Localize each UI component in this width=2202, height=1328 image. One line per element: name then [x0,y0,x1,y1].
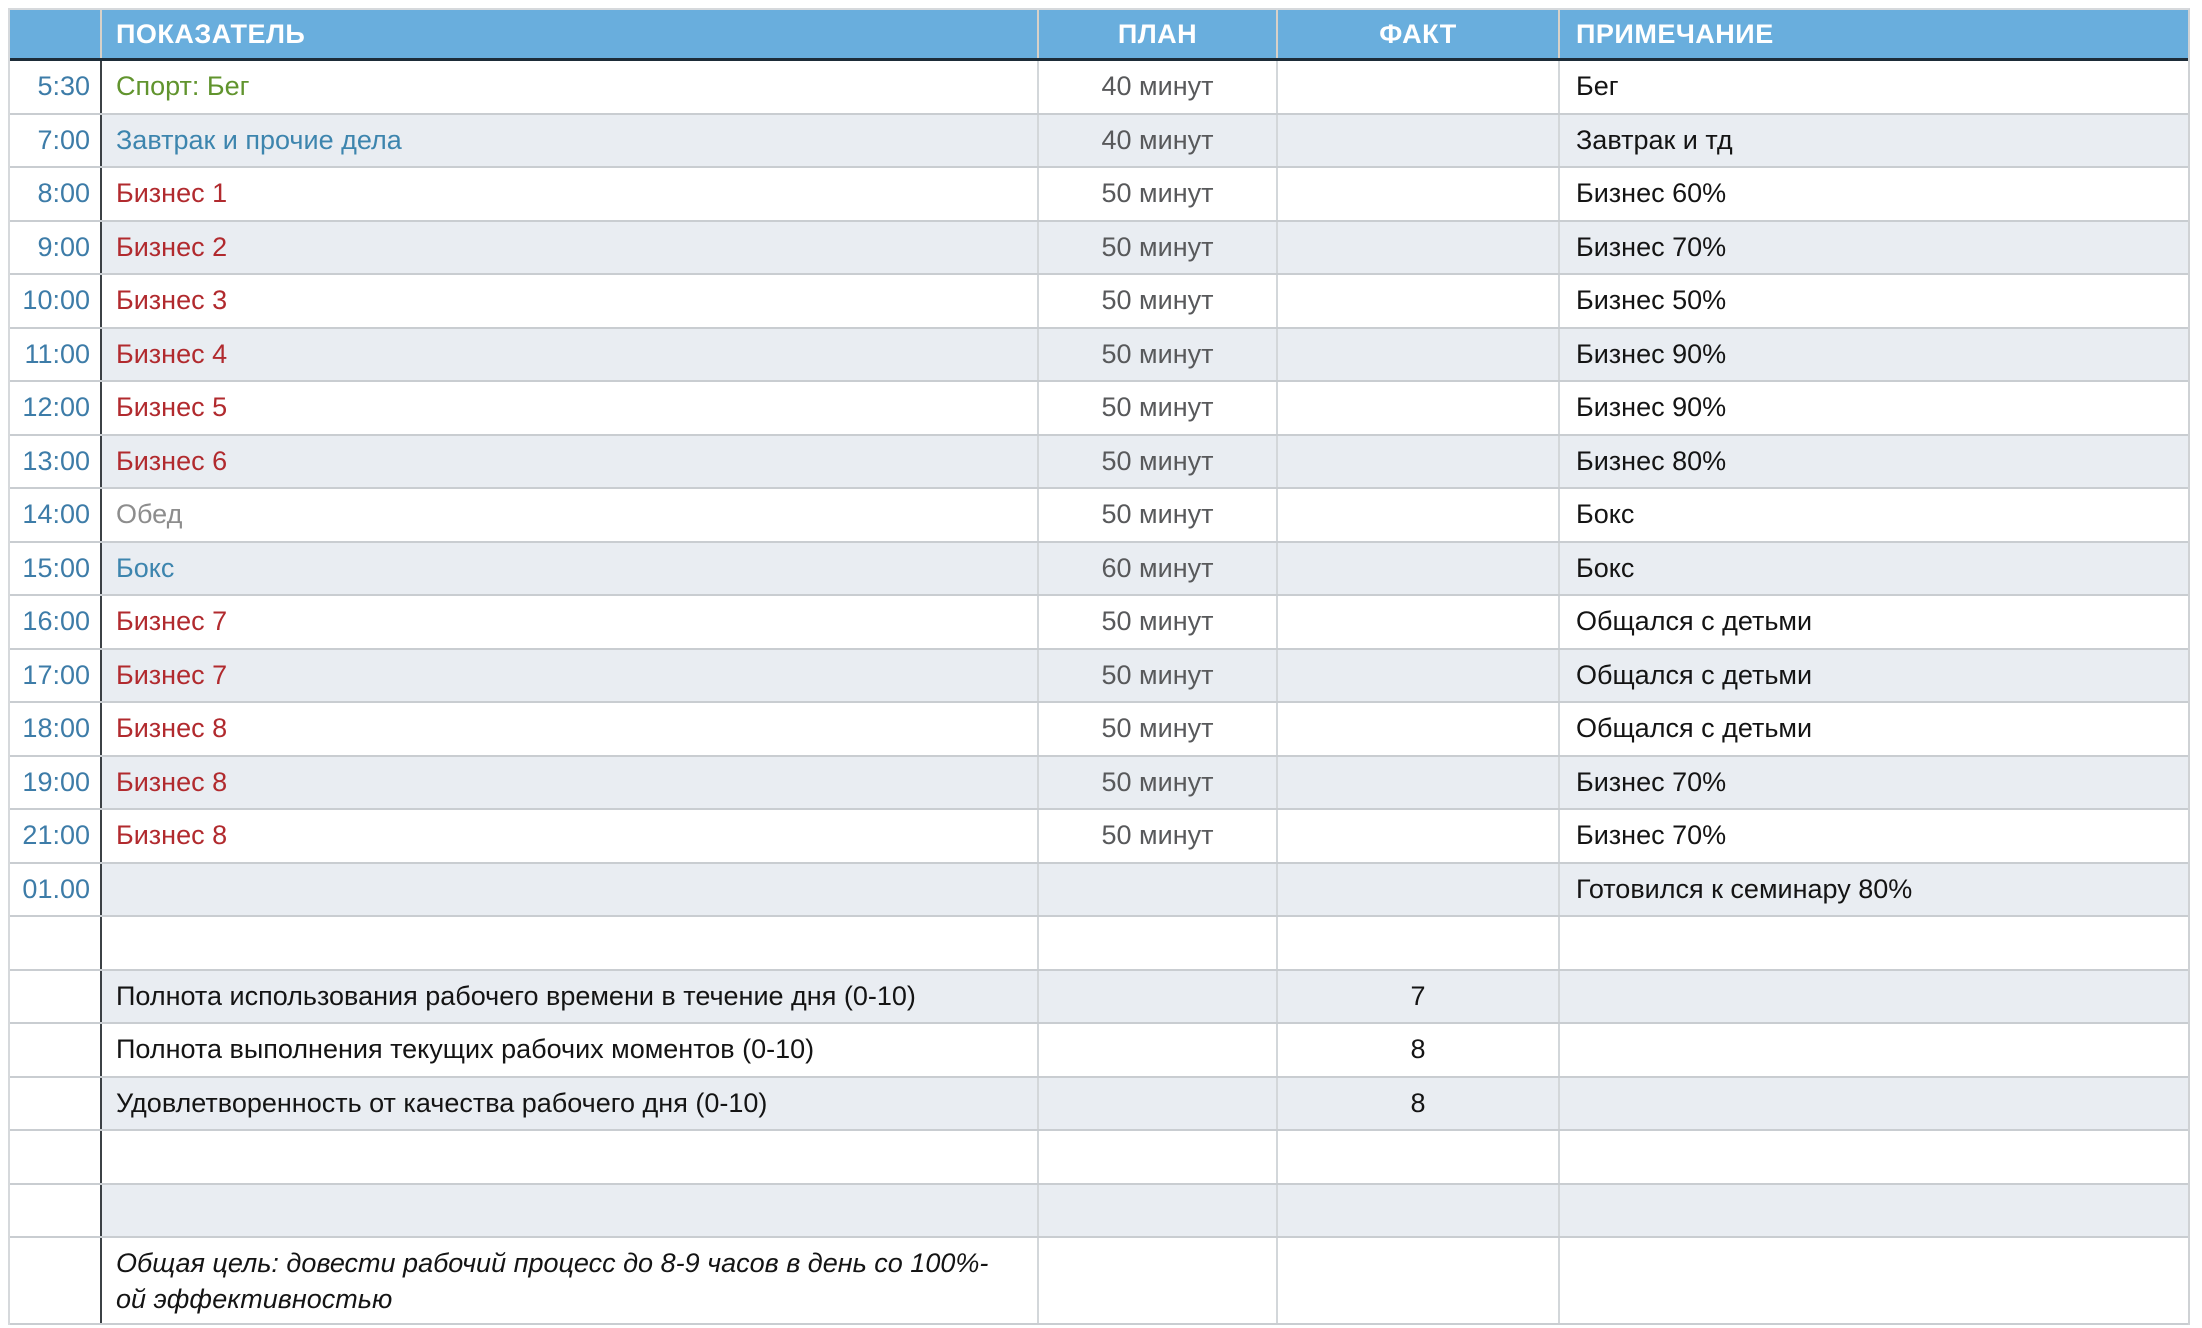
plan-cell[interactable]: 50 минут [1039,757,1278,809]
time-cell[interactable]: 14:00 [10,489,102,541]
time-cell[interactable] [10,1131,102,1183]
note-cell[interactable] [1560,971,2188,1023]
plan-cell[interactable]: 50 минут [1039,650,1278,702]
note-cell[interactable]: Общался с детьми [1576,713,1813,744]
time-cell[interactable] [10,971,102,1023]
note-cell[interactable]: Завтрак и тд [1560,115,2188,167]
time-cell[interactable]: 13:00 [10,436,102,488]
note-cell[interactable]: Бег [1576,71,1619,102]
plan-cell[interactable] [1039,1185,1278,1237]
table-row [10,382,2188,436]
time-cell[interactable] [10,1185,102,1237]
note-cell[interactable]: Общался с детьми [1576,606,1813,637]
table-row [10,61,2188,115]
table-row [10,329,2188,383]
fact-cell[interactable] [1278,650,1560,702]
time-cell[interactable] [10,1024,102,1076]
plan-cell[interactable]: 50 минут [1039,329,1278,381]
indicator-cell[interactable]: Обед [102,489,1039,541]
fact-cell[interactable]: 7 [1278,971,1560,1023]
note-cell[interactable]: Готовился к семинару 80% [1560,864,2188,916]
fact-cell[interactable] [1278,115,1560,167]
header-plan[interactable]: ПЛАН [1039,10,1278,58]
indicator-cell[interactable]: Завтрак и прочие дела [102,115,1039,167]
fact-cell[interactable] [1278,436,1560,488]
table-row [10,115,2188,169]
fact-cell[interactable]: 8 [1278,1024,1560,1076]
indicator-cell[interactable]: Спорт: Бег [102,61,1039,113]
fact-cell[interactable] [1278,222,1560,274]
indicator-cell[interactable]: Полнота использования рабочего времени в течение дня (0-10) [102,971,1039,1023]
plan-cell[interactable]: 40 минут [1039,115,1278,167]
note-cell[interactable]: Бокс [1576,499,1635,530]
time-cell[interactable] [10,1078,102,1130]
table-row [10,971,2188,1025]
indicator-cell[interactable] [102,917,1039,969]
note-cell[interactable] [1560,1185,2188,1237]
note-cell[interactable]: Бизнес 80% [1560,436,2188,488]
note-cell[interactable]: Бизнес 90% [1576,392,1727,423]
fact-cell[interactable] [1278,489,1560,541]
header-note[interactable]: ПРИМЕЧАНИЕ [1576,18,1774,49]
fact-cell[interactable] [1278,275,1560,327]
plan-cell[interactable]: 50 минут [1039,596,1278,648]
table-row [10,168,2188,222]
table-row [10,1024,2188,1078]
time-cell[interactable]: 16:00 [10,596,102,648]
time-cell[interactable]: 21:00 [10,810,102,862]
plan-cell[interactable]: 50 минут [1039,703,1278,755]
note-cell[interactable] [1560,1078,2188,1130]
indicator-cell[interactable]: Бизнес 1 [102,168,1039,220]
table-row [10,864,2188,918]
schedule-table [8,8,2190,1325]
plan-cell[interactable]: 50 минут [1039,168,1278,220]
indicator-cell[interactable]: Бизнес 7 [102,650,1039,702]
note-cell[interactable]: Общался с детьми [1560,650,2188,702]
plan-cell[interactable] [1039,1024,1278,1076]
table-row [10,543,2188,597]
header-fact[interactable]: ФАКТ [1278,10,1560,58]
time-cell[interactable]: 18:00 [10,703,102,755]
time-cell[interactable]: 5:30 [10,61,102,113]
plan-cell[interactable]: 50 минут [1039,489,1278,541]
plan-cell[interactable] [1039,1238,1278,1323]
table-row [10,1185,2188,1239]
fact-cell[interactable] [1278,382,1560,434]
note-cell[interactable]: Бизнес 60% [1576,178,1727,209]
indicator-cell[interactable]: Удовлетворенность от качества рабочего дня (0-10) [102,1078,1039,1130]
fact-cell[interactable] [1278,329,1560,381]
table-body [10,61,2188,1325]
indicator-cell[interactable]: Бизнес 4 [102,329,1039,381]
header-time-cell[interactable] [10,10,102,58]
indicator-cell[interactable]: Бизнес 3 [102,275,1039,327]
indicator-cell[interactable]: Бизнес 6 [102,436,1039,488]
fact-cell[interactable] [1278,596,1560,648]
note-cell[interactable]: Бизнес 70% [1576,820,1727,851]
fact-cell[interactable] [1278,757,1560,809]
time-cell[interactable]: 12:00 [10,382,102,434]
fact-cell[interactable] [1278,543,1560,595]
indicator-cell[interactable]: Бизнес 8 [102,757,1039,809]
table-row [10,489,2188,543]
note-cell[interactable] [1560,1131,2188,1183]
header-indicator[interactable]: ПОКАЗАТЕЛЬ [102,10,1039,58]
time-cell[interactable]: 15:00 [10,543,102,595]
plan-cell[interactable] [1039,1131,1278,1183]
note-cell[interactable]: Бизнес 50% [1576,285,1727,316]
indicator-cell[interactable]: Бизнес 8 [102,810,1039,862]
note-cell[interactable]: Бокс [1560,543,2188,595]
plan-cell[interactable] [1039,864,1278,916]
plan-cell[interactable]: 40 минут [1039,61,1278,113]
indicator-cell[interactable]: Бизнес 5 [102,382,1039,434]
table-row [10,222,2188,276]
time-cell[interactable]: 17:00 [10,650,102,702]
fact-cell[interactable] [1278,703,1560,755]
time-cell[interactable]: 10:00 [10,275,102,327]
indicator-cell[interactable] [102,1131,1039,1183]
table-row [10,275,2188,329]
table-row [10,436,2188,490]
table-row [10,650,2188,704]
note-cell[interactable] [1560,1024,2188,1076]
fact-cell[interactable] [1278,1185,1560,1237]
time-cell[interactable]: 01.00 [10,864,102,916]
indicator-cell[interactable] [102,1185,1039,1237]
fact-cell[interactable]: 8 [1278,1078,1560,1130]
indicator-cell[interactable]: Бизнес 2 [102,222,1039,274]
indicator-cell[interactable]: Полнота выполнения текущих рабочих моментов (0-10) [102,1024,1039,1076]
fact-cell[interactable] [1278,864,1560,916]
note-cell[interactable] [1560,917,2188,969]
table-row [10,757,2188,811]
indicator-cell[interactable] [102,864,1039,916]
time-cell[interactable]: 9:00 [10,222,102,274]
indicator-cell[interactable]: Бизнес 7 [102,596,1039,648]
fact-cell[interactable] [1278,1131,1560,1183]
time-cell[interactable] [10,1238,102,1323]
time-cell[interactable] [10,917,102,969]
time-cell[interactable]: 7:00 [10,115,102,167]
plan-cell[interactable] [1039,1078,1278,1130]
goal-cell[interactable]: Общая цель: довести рабочий процесс до 8-9 часов в день со 100%-ой эффективностью [102,1238,1039,1323]
fact-cell[interactable] [1278,168,1560,220]
fact-cell[interactable] [1278,917,1560,969]
plan-cell[interactable]: 50 минут [1039,222,1278,274]
indicator-cell[interactable]: Бизнес 8 [102,703,1039,755]
plan-cell[interactable] [1039,971,1278,1023]
fact-cell[interactable] [1278,1238,1560,1323]
time-cell[interactable]: 11:00 [10,329,102,381]
plan-cell[interactable]: 50 минут [1039,810,1278,862]
plan-cell[interactable]: 50 минут [1039,436,1278,488]
table-header [10,10,2188,61]
time-cell[interactable]: 19:00 [10,757,102,809]
plan-cell[interactable] [1039,917,1278,969]
table-row [10,596,2188,650]
table-row-goal [10,1238,2188,1325]
table-row [10,1131,2188,1185]
note-cell[interactable]: Бизнес 90% [1560,329,2188,381]
table-row [10,703,2188,757]
plan-cell[interactable]: 50 минут [1039,275,1278,327]
plan-cell[interactable]: 60 минут [1039,543,1278,595]
table-row [10,1078,2188,1132]
time-cell[interactable]: 8:00 [10,168,102,220]
note-cell[interactable]: Бизнес 70% [1560,222,2188,274]
table-row [10,917,2188,971]
fact-cell[interactable] [1278,61,1560,113]
plan-cell[interactable]: 50 минут [1039,382,1278,434]
indicator-cell[interactable]: Бокс [102,543,1039,595]
note-cell[interactable]: Бизнес 70% [1560,757,2188,809]
table-row [10,810,2188,864]
fact-cell[interactable] [1278,810,1560,862]
note-cell[interactable] [1560,1238,2188,1323]
